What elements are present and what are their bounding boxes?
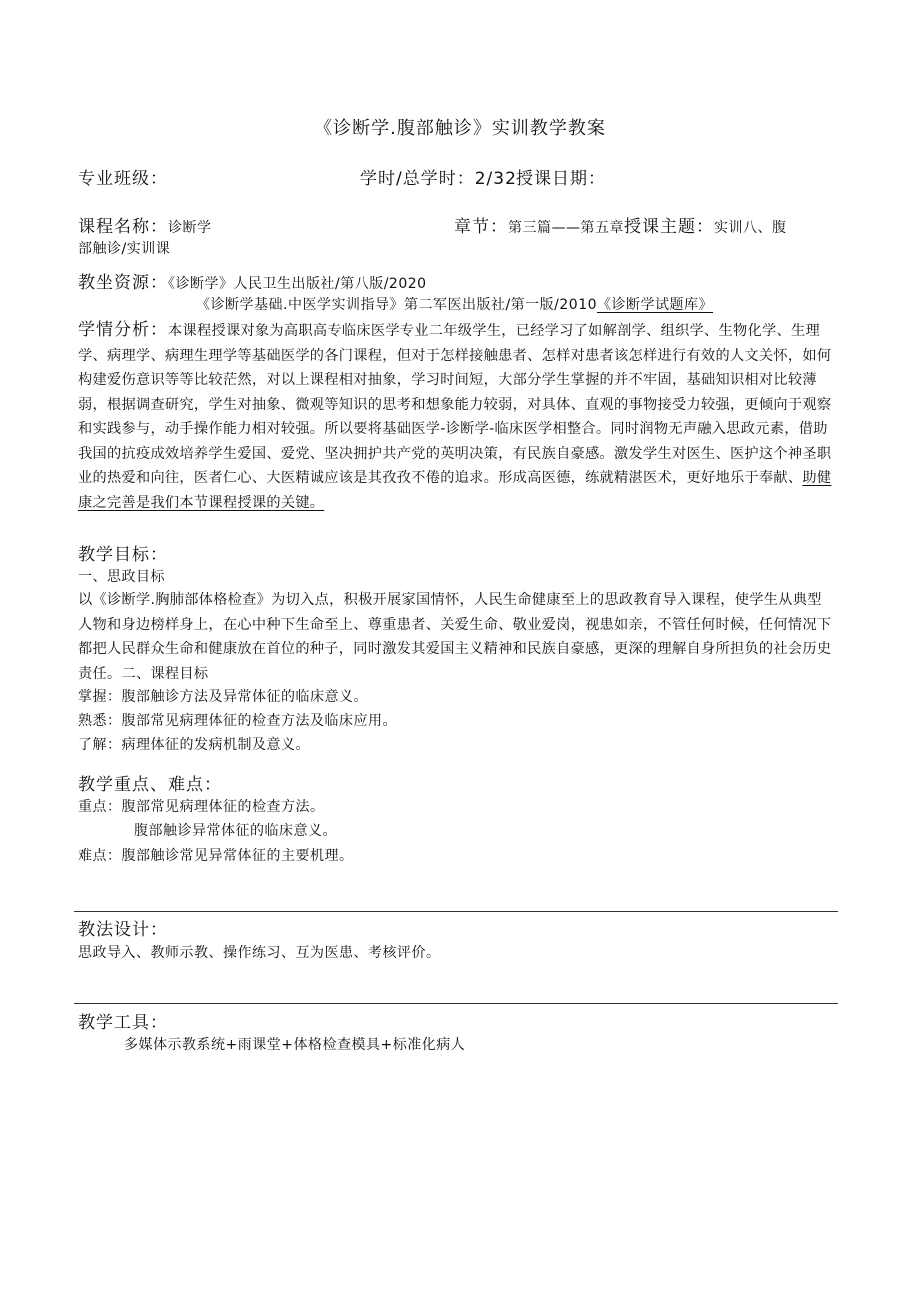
objectives-ideology-text: 以《诊断学.胸肺部体格检查》为切入点，积极开展家国情怀，人民生命健康至上的思政教育导入课程，使学生从典型人物和身边榜样身上，在心中种下生命至上、尊重患者、关爱生命、敬业爱岗，视患如亲，不管任何时候，任何情况下都把人民群众生命和健康放在首位的种子，同时激发其爱国主义精神和民族自豪感，更深的理解自身所担负的社会历史责任。二、课程目标 [78, 592, 832, 682]
learner-analysis-text: 本课程授课对象为高职高专临床医学专业二年级学生，已经学习了如解剖学、组织学、生物化学、生理学、病理学、病理生理学等基础医学的各门课程，但对于怎样接触患者、怎样对患者该怎样进行有效的人文关怀，如何构建爱伤意识等等比较茫然，对以上课程相对抽象，学习时间短，大部分学生掌握的并不牢固，基础知识相对比较薄弱，根据调查研究，学生对抽象、微观等知识的思考和想象能力较弱，对具体、直观的事物接受力较强，更倾向于观察和实践参与，动手操作能力相对较强。所以要将基础医学-诊断学-临床医学相整合。同时润物无声融入思政元素，借助我国的抗疫成效培养学生爱国、爱党、坚决拥护共产党的英明决策，有民族自豪感。激发学生对医生、医护这个神圣职业的热爱和向往，医者仁心、大医精诚应该是其孜孜不倦的追求。形成高医德，练就精湛医术，更好地乐于奉献、 [78, 323, 832, 486]
tools-label: 教学工具： [78, 1013, 168, 1033]
learner-analysis-label: 学情分析： [78, 320, 168, 340]
learner-analysis [78, 318, 836, 515]
resources-book2: 《诊断学基础.中医学实训指导》第二军医出版社/第一版/2010 [196, 297, 598, 313]
key-point-2: 腹部触诊异常体征的临床意义。 [134, 823, 337, 839]
resources-line2 [196, 294, 713, 314]
topic-label: 授课主题： [624, 217, 714, 237]
resources-line1 [78, 268, 427, 293]
resources-label: 教坐资源： [78, 273, 168, 293]
divider-line [74, 911, 838, 912]
method-text: 思政导入、教师示教、操作练习、互为医患、考核评价。 [78, 945, 441, 961]
chapter-topic-field [454, 212, 787, 237]
resources-book3: 《诊断学试题库》 [597, 297, 714, 313]
objective-familiar: 熟悉：腹部常见病理体征的检查方法及临床应用。 [78, 713, 397, 729]
hours-label: 学时/总学时：2/32 [360, 169, 517, 189]
class-label: 专业班级： [78, 169, 168, 189]
page-title: 《诊断学.腹部触诊》实训教学教案 [314, 118, 606, 139]
difficulty-point: 难点：腹部触诊常见异常体征的主要机理。 [78, 848, 354, 864]
topic-value-line1: 实训八、腹 [714, 220, 787, 236]
key-point-1: 重点：腹部常见病理体征的检查方法。 [78, 799, 325, 815]
resources-book1: 《诊断学》人民卫生出版社/第八版/2020 [168, 276, 427, 292]
method-label: 教法设计： [78, 920, 168, 940]
course-label: 课程名称： [78, 217, 168, 237]
course-name-field [78, 212, 212, 237]
chapter-label: 章节： [454, 217, 508, 237]
objectives-label: 教学目标： [78, 545, 168, 565]
objectives-ideology-heading: 一、思政目标 [78, 569, 165, 585]
divider-line [74, 1003, 838, 1004]
chapter-value: 第三篇——第五章 [508, 220, 624, 236]
course-value: 诊断学 [168, 220, 212, 236]
tools-text: 多媒体示教系统+雨课堂+体格检查模具+标准化病人 [124, 1037, 466, 1053]
learner-analysis-text-underlined: 助健康之完善是我们本节课程授课的关键。 [78, 470, 832, 511]
objective-understand: 了解：病理体征的发病机制及意义。 [78, 737, 310, 753]
date-label: 授课日期： [516, 169, 606, 189]
key-points-label: 教学重点、难点： [78, 775, 222, 795]
topic-value-line2: 部触诊/实训课 [78, 241, 171, 257]
objective-master: 掌握：腹部触诊方法及异常体征的临床意义。 [78, 689, 368, 705]
